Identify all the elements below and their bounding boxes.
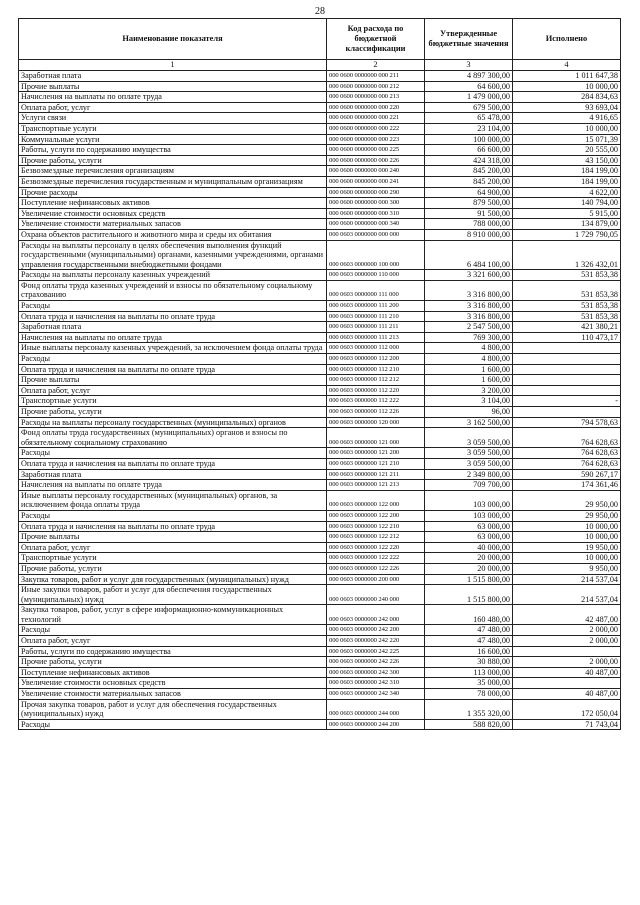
cell-code: 000 0603 0000000 110 000	[327, 270, 425, 281]
cell-name: Расходы на выплаты персоналу государственных (муниципальных) органов	[19, 417, 327, 428]
cell-code: 000 0603 0000000 112 210	[327, 364, 425, 375]
cell-name: Поступление нефинансовых активов	[19, 198, 327, 209]
cell-name: Увеличение стоимости материальных запасов	[19, 219, 327, 230]
table-row	[19, 510, 621, 521]
table-row	[19, 343, 621, 354]
header-approved: Утвержденные бюджетные значения	[425, 19, 513, 60]
table-row	[19, 689, 621, 700]
cell-approved: 2 547 500,00	[425, 322, 513, 333]
cell-code: 000 0603 0000000 122 210	[327, 521, 425, 532]
cell-executed: 1 326 432,01	[513, 240, 621, 270]
cell-code: 000 0603 0000000 112 220	[327, 385, 425, 396]
cell-executed: 15 071,39	[513, 134, 621, 145]
cell-executed: 40 487,00	[513, 689, 621, 700]
cell-code: 000 0603 0000000 000 000	[327, 229, 425, 240]
cell-code: 000 0603 0000000 240 000	[327, 585, 425, 605]
table-row	[19, 134, 621, 145]
cell-code: 000 0600 0000000 000 220	[327, 102, 425, 113]
cell-code: 000 0600 0000000 000 211	[327, 71, 425, 82]
cell-approved: 788 000,00	[425, 219, 513, 230]
cell-executed: 590 267,17	[513, 469, 621, 480]
table-row	[19, 542, 621, 553]
cell-executed: 764 628,63	[513, 428, 621, 448]
table-row	[19, 625, 621, 636]
cell-approved: 4 897 300,00	[425, 71, 513, 82]
cell-code: 000 0600 0000000 000 222	[327, 123, 425, 134]
cell-approved: 1 600,00	[425, 375, 513, 386]
cell-approved: 103 000,00	[425, 510, 513, 521]
cell-name: Фонд оплаты труда казенных учреждений и взносы по обязательному социальному страхованию	[19, 280, 327, 300]
cell-executed: 531 853,38	[513, 311, 621, 322]
cell-executed: -	[513, 396, 621, 407]
cell-name: Закупка товаров, работ, услуг в сфере информационно-коммуникационных технологий	[19, 605, 327, 625]
cell-code: 000 0603 0000000 122 222	[327, 553, 425, 564]
cell-executed: 9 950,00	[513, 563, 621, 574]
cell-approved: 1 515 800,00	[425, 574, 513, 585]
table-body	[19, 71, 621, 730]
cell-approved: 20 000,00	[425, 563, 513, 574]
cell-code: 000 0603 0000000 112 200	[327, 354, 425, 365]
cell-name: Транспортные услуги	[19, 553, 327, 564]
cell-executed: 214 537,04	[513, 585, 621, 605]
cell-code: 000 0603 0000000 121 210	[327, 458, 425, 469]
cell-code: 000 0600 0000000 000 310	[327, 208, 425, 219]
header-num-approved: 3	[425, 60, 513, 71]
table-row	[19, 176, 621, 187]
table-row	[19, 563, 621, 574]
cell-name: Работы, услуги по содержанию имущества	[19, 145, 327, 156]
cell-executed: 214 537,04	[513, 574, 621, 585]
cell-approved: 679 500,00	[425, 102, 513, 113]
cell-approved: 1 479 000,00	[425, 92, 513, 103]
table-row	[19, 166, 621, 177]
cell-executed	[513, 364, 621, 375]
cell-approved: 879 500,00	[425, 198, 513, 209]
cell-approved: 47 480,00	[425, 636, 513, 647]
cell-approved: 3 162 500,00	[425, 417, 513, 428]
cell-name: Заработная плата	[19, 71, 327, 82]
cell-code: 000 0603 0000000 242 340	[327, 689, 425, 700]
cell-approved: 1 600,00	[425, 364, 513, 375]
table-row	[19, 280, 621, 300]
table-row	[19, 322, 621, 333]
cell-code: 000 0603 0000000 121 200	[327, 448, 425, 459]
cell-approved: 1 355 320,00	[425, 699, 513, 719]
cell-code: 000 0603 0000000 111 210	[327, 311, 425, 322]
cell-approved: 3 316 800,00	[425, 280, 513, 300]
table-row	[19, 428, 621, 448]
cell-executed: 40 487,00	[513, 667, 621, 678]
cell-approved: 100 000,00	[425, 134, 513, 145]
cell-code: 000 0603 0000000 112 226	[327, 407, 425, 418]
cell-code: 000 0603 0000000 200 000	[327, 574, 425, 585]
cell-name: Закупка товаров, работ и услуг для государственных (муниципальных) нужд	[19, 574, 327, 585]
cell-approved: 47 480,00	[425, 625, 513, 636]
header-num-name: 1	[19, 60, 327, 71]
cell-name: Прочие расходы	[19, 187, 327, 198]
cell-executed: 2 000,00	[513, 625, 621, 636]
cell-approved: 64 600,00	[425, 81, 513, 92]
cell-executed: 184 199,00	[513, 176, 621, 187]
cell-name: Начисления на выплаты по оплате труда	[19, 92, 327, 103]
cell-code: 000 0603 0000000 100 000	[327, 240, 425, 270]
table-row	[19, 667, 621, 678]
cell-approved: 64 900,00	[425, 187, 513, 198]
cell-executed: 4 622,00	[513, 187, 621, 198]
cell-name: Расходы на выплаты персоналу казенных учреждений	[19, 270, 327, 281]
cell-executed: 29 950,00	[513, 490, 621, 510]
cell-executed: 2 000,00	[513, 636, 621, 647]
cell-executed: 5 915,00	[513, 208, 621, 219]
cell-name: Прочие выплаты	[19, 375, 327, 386]
table-row	[19, 699, 621, 719]
cell-code: 000 0603 0000000 242 226	[327, 657, 425, 668]
cell-approved: 1 515 800,00	[425, 585, 513, 605]
cell-executed: 764 628,63	[513, 458, 621, 469]
table-row	[19, 553, 621, 564]
cell-executed: 10 000,00	[513, 532, 621, 543]
cell-name: Заработная плата	[19, 469, 327, 480]
table-row	[19, 375, 621, 386]
cell-code: 000 0603 0000000 120 000	[327, 417, 425, 428]
table-row	[19, 719, 621, 730]
cell-approved: 103 000,00	[425, 490, 513, 510]
cell-name: Иные выплаты персоналу государственных (муниципальных) органов, за исключением фонда оплаты труда	[19, 490, 327, 510]
cell-code: 000 0603 0000000 242 300	[327, 667, 425, 678]
cell-code: 000 0603 0000000 122 200	[327, 510, 425, 521]
cell-executed	[513, 375, 621, 386]
cell-approved: 3 316 800,00	[425, 311, 513, 322]
header-executed: Исполнено	[513, 19, 621, 60]
table-row	[19, 123, 621, 134]
cell-approved: 424 318,00	[425, 155, 513, 166]
table-row	[19, 155, 621, 166]
cell-name: Иные закупки товаров, работ и услуг для обеспечения государственных (муниципальных) нужд	[19, 585, 327, 605]
table-row	[19, 521, 621, 532]
table-row	[19, 332, 621, 343]
cell-name: Прочие выплаты	[19, 81, 327, 92]
header-num-code: 2	[327, 60, 425, 71]
table-row	[19, 71, 621, 82]
cell-executed: 43 150,00	[513, 155, 621, 166]
cell-name: Оплата труда и начисления на выплаты по оплате труда	[19, 311, 327, 322]
cell-name: Прочие работы, услуги	[19, 563, 327, 574]
page-number: 28	[315, 6, 325, 17]
cell-code: 000 0600 0000000 000 221	[327, 113, 425, 124]
cell-code: 000 0603 0000000 112 000	[327, 343, 425, 354]
cell-code: 000 0600 0000000 000 213	[327, 92, 425, 103]
cell-code: 000 0603 0000000 242 310	[327, 678, 425, 689]
table-row	[19, 385, 621, 396]
table-row	[19, 240, 621, 270]
table-row	[19, 354, 621, 365]
cell-executed: 93 693,04	[513, 102, 621, 113]
cell-code: 000 0600 0000000 000 225	[327, 145, 425, 156]
cell-executed	[513, 678, 621, 689]
cell-code: 000 0603 0000000 121 000	[327, 428, 425, 448]
cell-code: 000 0600 0000000 000 240	[327, 166, 425, 177]
cell-name: Увеличение стоимости основных средств	[19, 678, 327, 689]
table-row	[19, 574, 621, 585]
table-row	[19, 301, 621, 312]
cell-executed: 531 853,38	[513, 280, 621, 300]
cell-approved: 845 200,00	[425, 166, 513, 177]
cell-approved: 6 484 100,00	[425, 240, 513, 270]
cell-executed: 531 853,38	[513, 270, 621, 281]
cell-approved: 3 316 800,00	[425, 301, 513, 312]
cell-executed: 110 473,17	[513, 332, 621, 343]
header-name: Наименование показателя	[19, 19, 327, 60]
table-row	[19, 145, 621, 156]
cell-executed: 1 729 790,05	[513, 229, 621, 240]
table-row	[19, 678, 621, 689]
cell-name: Оплата работ, услуг	[19, 385, 327, 396]
cell-code: 000 0603 0000000 122 212	[327, 532, 425, 543]
cell-executed: 20 555,00	[513, 145, 621, 156]
cell-code: 000 0603 0000000 244 000	[327, 699, 425, 719]
cell-executed	[513, 407, 621, 418]
cell-executed: 421 380,21	[513, 322, 621, 333]
cell-name: Прочие работы, услуги	[19, 657, 327, 668]
cell-executed: 764 628,63	[513, 448, 621, 459]
table-row	[19, 646, 621, 657]
cell-executed: 29 950,00	[513, 510, 621, 521]
cell-name: Расходы	[19, 510, 327, 521]
cell-executed: 42 487,00	[513, 605, 621, 625]
cell-code: 000 0603 0000000 111 213	[327, 332, 425, 343]
table-row	[19, 364, 621, 375]
cell-name: Прочие выплаты	[19, 532, 327, 543]
cell-approved: 8 910 000,00	[425, 229, 513, 240]
cell-approved: 3 059 500,00	[425, 448, 513, 459]
cell-approved: 91 500,00	[425, 208, 513, 219]
cell-executed	[513, 354, 621, 365]
cell-executed	[513, 385, 621, 396]
cell-approved: 3 200,00	[425, 385, 513, 396]
cell-code: 000 0600 0000000 000 223	[327, 134, 425, 145]
table-row	[19, 270, 621, 281]
table-row	[19, 480, 621, 491]
cell-executed: 134 879,00	[513, 219, 621, 230]
cell-name: Оплата труда и начисления на выплаты по оплате труда	[19, 458, 327, 469]
cell-approved: 35 000,00	[425, 678, 513, 689]
table-row	[19, 113, 621, 124]
cell-executed: 531 853,38	[513, 301, 621, 312]
table-row	[19, 198, 621, 209]
cell-executed	[513, 343, 621, 354]
cell-code: 000 0603 0000000 111 211	[327, 322, 425, 333]
cell-approved: 16 600,00	[425, 646, 513, 657]
cell-code: 000 0603 0000000 111 200	[327, 301, 425, 312]
cell-name: Оплата труда и начисления на выплаты по оплате труда	[19, 521, 327, 532]
table-row	[19, 448, 621, 459]
cell-approved: 23 104,00	[425, 123, 513, 134]
cell-approved: 65 478,00	[425, 113, 513, 124]
cell-executed: 19 950,00	[513, 542, 621, 553]
cell-code: 000 0603 0000000 122 220	[327, 542, 425, 553]
cell-executed: 174 361,46	[513, 480, 621, 491]
cell-name: Прочая закупка товаров, работ и услуг для обеспечения государственных (муниципальных) нужд	[19, 699, 327, 719]
table-row	[19, 92, 621, 103]
cell-name: Прочие работы, услуги	[19, 155, 327, 166]
expenditure-table	[18, 18, 621, 730]
cell-code: 000 0603 0000000 242 220	[327, 636, 425, 647]
cell-name: Работы, услуги по содержанию имущества	[19, 646, 327, 657]
table-row	[19, 81, 621, 92]
cell-code: 000 0603 0000000 112 222	[327, 396, 425, 407]
cell-name: Иные выплаты персоналу казенных учреждений, за исключением фонда оплаты труда	[19, 343, 327, 354]
table-row	[19, 490, 621, 510]
cell-executed: 10 000,00	[513, 553, 621, 564]
cell-approved: 113 000,00	[425, 667, 513, 678]
cell-code: 000 0600 0000000 000 300	[327, 198, 425, 209]
table-row	[19, 102, 621, 113]
cell-approved: 3 321 600,00	[425, 270, 513, 281]
cell-name: Услуги связи	[19, 113, 327, 124]
cell-name: Оплата работ, услуг	[19, 102, 327, 113]
cell-name: Расходы	[19, 448, 327, 459]
cell-code: 000 0603 0000000 122 226	[327, 563, 425, 574]
cell-executed: 794 578,63	[513, 417, 621, 428]
cell-name: Коммунальные услуги	[19, 134, 327, 145]
cell-approved: 3 059 500,00	[425, 428, 513, 448]
cell-code: 000 0603 0000000 112 212	[327, 375, 425, 386]
cell-code: 000 0603 0000000 242 000	[327, 605, 425, 625]
table-row	[19, 458, 621, 469]
table-row	[19, 229, 621, 240]
cell-approved: 769 300,00	[425, 332, 513, 343]
cell-approved: 2 349 800,00	[425, 469, 513, 480]
table-row	[19, 396, 621, 407]
table-header	[19, 19, 621, 71]
cell-name: Начисления на выплаты по оплате труда	[19, 332, 327, 343]
cell-approved: 96,00	[425, 407, 513, 418]
table-row	[19, 407, 621, 418]
cell-approved: 63 000,00	[425, 532, 513, 543]
cell-code: 000 0600 0000000 000 290	[327, 187, 425, 198]
table-row	[19, 469, 621, 480]
cell-code: 000 0600 0000000 000 241	[327, 176, 425, 187]
cell-approved: 40 000,00	[425, 542, 513, 553]
cell-executed: 184 199,00	[513, 166, 621, 177]
cell-name: Оплата работ, услуг	[19, 636, 327, 647]
cell-code: 000 0603 0000000 242 225	[327, 646, 425, 657]
cell-approved: 20 000,00	[425, 553, 513, 564]
cell-code: 000 0603 0000000 121 211	[327, 469, 425, 480]
cell-approved: 160 480,00	[425, 605, 513, 625]
cell-executed: 284 834,63	[513, 92, 621, 103]
table-row	[19, 605, 621, 625]
cell-name: Транспортные услуги	[19, 396, 327, 407]
cell-name: Безвозмездные перечисления организациям	[19, 166, 327, 177]
cell-executed: 71 743,04	[513, 719, 621, 730]
cell-approved: 709 700,00	[425, 480, 513, 491]
cell-approved: 30 880,00	[425, 657, 513, 668]
table-row	[19, 417, 621, 428]
cell-name: Поступление нефинансовых активов	[19, 667, 327, 678]
table-row	[19, 657, 621, 668]
cell-executed: 10 000,00	[513, 81, 621, 92]
cell-name: Начисления на выплаты по оплате труда	[19, 480, 327, 491]
cell-executed: 2 000,00	[513, 657, 621, 668]
cell-code: 000 0603 0000000 242 200	[327, 625, 425, 636]
cell-approved: 588 820,00	[425, 719, 513, 730]
cell-name: Прочие работы, услуги	[19, 407, 327, 418]
cell-code: 000 0600 0000000 000 226	[327, 155, 425, 166]
cell-approved: 3 104,00	[425, 396, 513, 407]
cell-name: Расходы	[19, 354, 327, 365]
cell-name: Заработная плата	[19, 322, 327, 333]
cell-code: 000 0600 0000000 000 212	[327, 81, 425, 92]
table-row	[19, 532, 621, 543]
cell-approved: 63 000,00	[425, 521, 513, 532]
cell-approved: 3 059 500,00	[425, 458, 513, 469]
cell-code: 000 0603 0000000 122 000	[327, 490, 425, 510]
cell-name: Расходы на выплаты персоналу в целях обеспечения выполнения функций государственными (муниципальными) органами, казенными учреждениями, органами управления государственными внебюджетными фондами	[19, 240, 327, 270]
cell-executed: 140 794,00	[513, 198, 621, 209]
cell-code: 000 0600 0000000 000 340	[327, 219, 425, 230]
cell-name: Расходы	[19, 301, 327, 312]
cell-approved: 845 200,00	[425, 176, 513, 187]
header-num-executed: 4	[513, 60, 621, 71]
cell-name: Оплата труда и начисления на выплаты по оплате труда	[19, 364, 327, 375]
table-row	[19, 311, 621, 322]
cell-executed: 4 916,65	[513, 113, 621, 124]
cell-executed: 172 050,04	[513, 699, 621, 719]
table-row	[19, 585, 621, 605]
cell-name: Транспортные услуги	[19, 123, 327, 134]
cell-name: Расходы	[19, 625, 327, 636]
cell-approved: 66 600,00	[425, 145, 513, 156]
header-code: Код расхода по бюджетной классификации	[327, 19, 425, 60]
cell-executed: 10 000,00	[513, 521, 621, 532]
cell-approved: 4 800,00	[425, 354, 513, 365]
table-row	[19, 208, 621, 219]
table-row	[19, 636, 621, 647]
cell-code: 000 0603 0000000 121 213	[327, 480, 425, 491]
cell-name: Увеличение стоимости материальных запасов	[19, 689, 327, 700]
cell-executed: 10 000,00	[513, 123, 621, 134]
cell-name: Расходы	[19, 719, 327, 730]
cell-approved: 4 800,00	[425, 343, 513, 354]
cell-name: Увеличение стоимости основных средств	[19, 208, 327, 219]
cell-name: Охрана объектов растительного и животного мира и среды их обитания	[19, 229, 327, 240]
cell-name: Безвозмездные перечисления государственным и муниципальным организациям	[19, 176, 327, 187]
cell-approved: 78 000,00	[425, 689, 513, 700]
cell-code: 000 0603 0000000 111 000	[327, 280, 425, 300]
cell-name: Оплата работ, услуг	[19, 542, 327, 553]
table-row	[19, 187, 621, 198]
cell-executed	[513, 646, 621, 657]
cell-code: 000 0603 0000000 244 200	[327, 719, 425, 730]
cell-name: Фонд оплаты труда государственных (муниципальных) органов и взносы по обязательному социальному страхованию	[19, 428, 327, 448]
cell-executed: 1 011 647,38	[513, 71, 621, 82]
table-row	[19, 219, 621, 230]
